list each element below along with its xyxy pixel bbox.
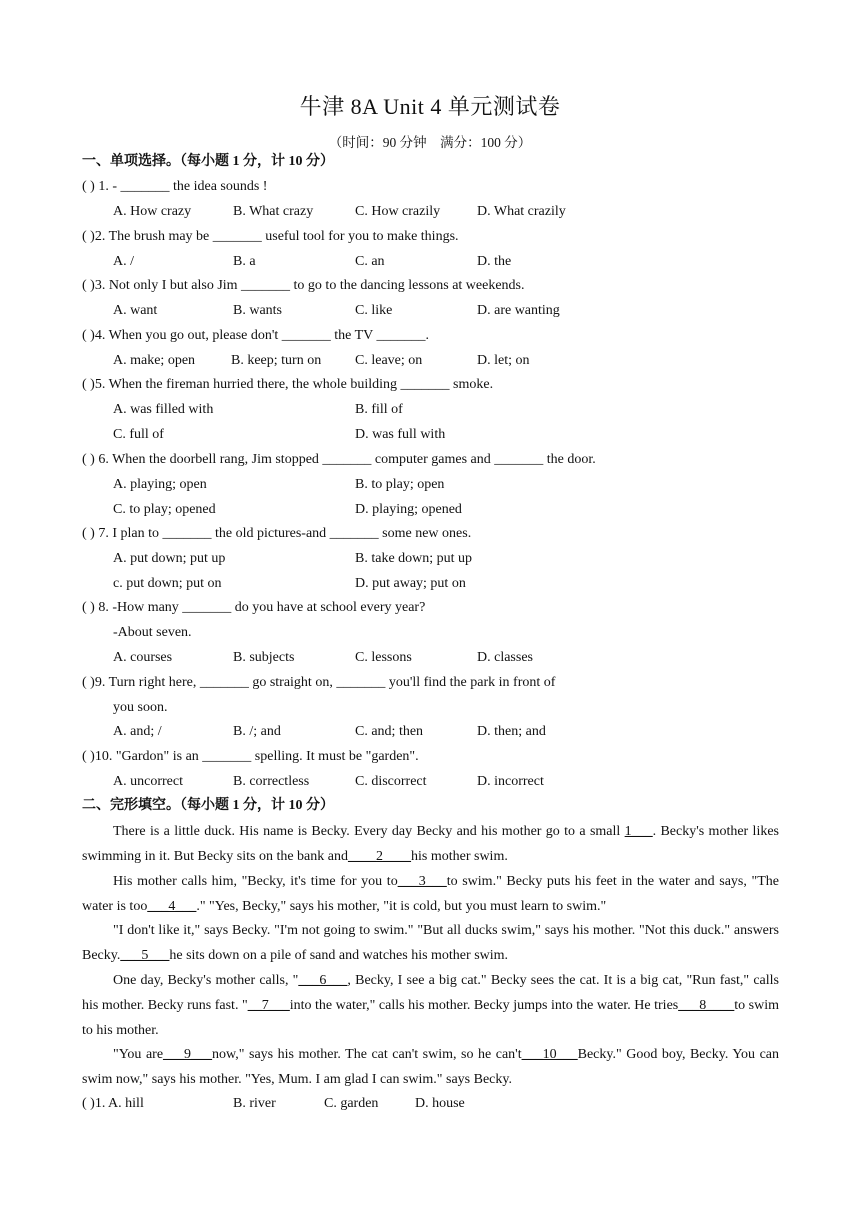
- question-7-stem: ( ) 7. I plan to _______ the old pictures-and _______ some new ones.: [82, 526, 472, 541]
- q4-option-a: A. make; open: [113, 353, 196, 368]
- q1-option-b: B. What crazy: [233, 204, 314, 219]
- cloze-text: he sits down on a pile of sand and watches his mother swim.: [169, 947, 509, 963]
- cloze-blank-6: ___6___: [298, 973, 348, 988]
- cloze-text: One day, Becky's mother calls, ": [113, 973, 299, 988]
- cloze-paragraph-2: [82, 870, 779, 920]
- q9-extra: you soon.: [113, 700, 168, 715]
- section1-heading: 一、单项选择。（每小题 1 分，计 10 分）: [82, 154, 334, 169]
- q10-option-b: B. correctless: [233, 774, 310, 789]
- q5-option-c: C. full of: [113, 427, 164, 442]
- q4-option-b: B. keep; turn on: [231, 353, 322, 368]
- q5-option-d: D. was full with: [355, 427, 446, 442]
- q10-option-a: A. uncorrect: [113, 774, 183, 789]
- q8-option-c: C. lessons: [355, 650, 412, 665]
- q3-option-b: B. wants: [233, 303, 282, 318]
- q6-option-c: C. to play; opened: [113, 502, 216, 517]
- cloze-q1-option-d: D. house: [415, 1096, 465, 1111]
- cloze-paragraph-1: [82, 820, 779, 870]
- cloze-text: ." "Yes, Becky," says his mother, "it is cold, but you must learn to swim.": [196, 898, 607, 914]
- cloze-blank-4: ___4___: [147, 898, 197, 914]
- cloze-text: "I don't like it," says Becky. "I'm not going to swim." "But all ducks swim," says his mother. "Not this duck." answers Becky.: [82, 923, 779, 963]
- q2-option-a: A. /: [113, 254, 134, 269]
- question-2-stem: ( )2. The brush may be _______ useful tool for you to make things.: [82, 229, 459, 244]
- cloze-paragraph-3: [82, 919, 779, 969]
- q3-option-d: D. are wanting: [477, 303, 560, 318]
- cloze-text: Becky." Good boy, Becky. You can swim now," says his mother. "Yes, Mum. I am glad I can swim." says Becky.: [82, 1047, 780, 1087]
- cloze-text: to swim." Becky puts his feet in the water and says, "The water is too: [82, 874, 779, 914]
- page-subtitle: （时间：90 分钟 满分：100 分）: [328, 135, 532, 150]
- q3-option-a: A. want: [113, 303, 158, 318]
- q3-option-c: C. like: [355, 303, 393, 318]
- question-9-stem: ( )9. Turn right here, _______ go straight on, _______ you'll find the park in front of: [82, 675, 556, 690]
- cloze-text: "You are: [113, 1047, 164, 1062]
- cloze-text: into the water," calls his mother. Becky jumps into the water. He tries: [289, 997, 679, 1013]
- q9-option-d: D. then; and: [477, 724, 546, 739]
- q1-option-a: A. How crazy: [113, 204, 192, 219]
- cloze-blank-2: ____2____: [348, 848, 411, 864]
- q6-option-b: B. to play; open: [355, 477, 445, 492]
- cloze-blank-9: ___9___: [163, 1047, 213, 1062]
- cloze-blank-1: 1___: [624, 824, 653, 839]
- cloze-q1-option-c: C. garden: [324, 1096, 379, 1111]
- question-5-stem: ( )5. When the fireman hurried there, the whole building _______ smoke.: [82, 377, 494, 392]
- cloze-paragraph-5: [82, 1043, 779, 1093]
- q9-option-c: C. and; then: [355, 724, 424, 739]
- cloze-text: , Becky, I see a big cat." Becky sees the cat. It is a big cat, "Run fast," calls his mother. Becky runs fast. ": [82, 973, 780, 1013]
- section2-heading: 二、完形填空。（每小题 1 分，计 10 分）: [82, 798, 334, 813]
- q9-option-b: B. /; and: [233, 724, 281, 739]
- question-1-stem: ( ) 1. - _______ the idea sounds !: [82, 179, 268, 194]
- cloze-blank-7: __7___: [247, 997, 290, 1013]
- cloze-text: to swim to his mother.: [82, 997, 779, 1038]
- q2-option-d: D. the: [477, 254, 512, 269]
- question-8-stem: ( ) 8. -How many _______ do you have at school every year?: [82, 600, 426, 615]
- cloze-blank-8: ___8____: [678, 997, 735, 1013]
- q7-option-a: A. put down; put up: [113, 551, 226, 566]
- page-title: 牛津 8A Unit 4 单元测试卷: [299, 94, 561, 119]
- question-4-stem: ( )4. When you go out, please don't _______ the TV _______.: [82, 328, 430, 343]
- cloze-text: . Becky's mother likes swimming in it. But Becky sits on the bank and: [82, 824, 779, 864]
- q8-option-a: A. courses: [113, 650, 173, 665]
- cloze-paragraph-4: [82, 969, 779, 1043]
- q5-option-b: B. fill of: [355, 402, 403, 417]
- q4-option-c: C. leave; on: [355, 353, 423, 368]
- q7-option-d: D. put away; put on: [355, 576, 466, 591]
- question-10-stem: ( )10. "Gardon" is an _______ spelling. It must be "garden".: [82, 749, 419, 764]
- q2-option-c: C. an: [355, 254, 385, 269]
- q8-option-b: B. subjects: [233, 650, 295, 665]
- q10-option-d: D. incorrect: [477, 774, 544, 789]
- cloze-text: There is a little duck. His name is Becky. Every day Becky and his mother go to a small: [113, 824, 625, 839]
- q7-option-c: c. put down; put on: [113, 576, 222, 591]
- q7-option-b: B. take down; put up: [355, 551, 473, 566]
- cloze-text: now," says his mother. The cat can't swim, so he can't: [212, 1047, 522, 1062]
- q1-option-c: C. How crazily: [355, 204, 441, 219]
- cloze-blank-5: ___5___: [120, 947, 170, 963]
- q9-option-a: A. and; /: [113, 724, 162, 739]
- q8-option-d: D. classes: [477, 650, 533, 665]
- q1-option-d: D. What crazily: [477, 204, 566, 219]
- cloze-blank-3: ___3___: [397, 874, 447, 889]
- q8-extra: -About seven.: [113, 625, 192, 640]
- q4-option-d: D. let; on: [477, 353, 530, 368]
- cloze-text: His mother calls him, "Becky, it's time for you to: [113, 874, 398, 889]
- question-3-stem: ( )3. Not only I but also Jim _______ to go to the dancing lessons at weekends.: [82, 278, 525, 293]
- cloze-text: his mother swim.: [411, 848, 508, 864]
- q6-option-d: D. playing; opened: [355, 502, 462, 517]
- q6-option-a: A. playing; open: [113, 477, 207, 492]
- q5-option-a: A. was filled with: [113, 402, 214, 417]
- cloze-blank-10: ___10___: [521, 1047, 578, 1062]
- cloze-question-1-stem: ( )1. A. hill: [82, 1096, 144, 1111]
- q10-option-c: C. discorrect: [355, 774, 427, 789]
- question-6-stem: ( ) 6. When the doorbell rang, Jim stopped _______ computer games and _______ the door.: [82, 452, 596, 467]
- cloze-q1-option-b: B. river: [233, 1096, 276, 1111]
- q2-option-b: B. a: [233, 254, 256, 269]
